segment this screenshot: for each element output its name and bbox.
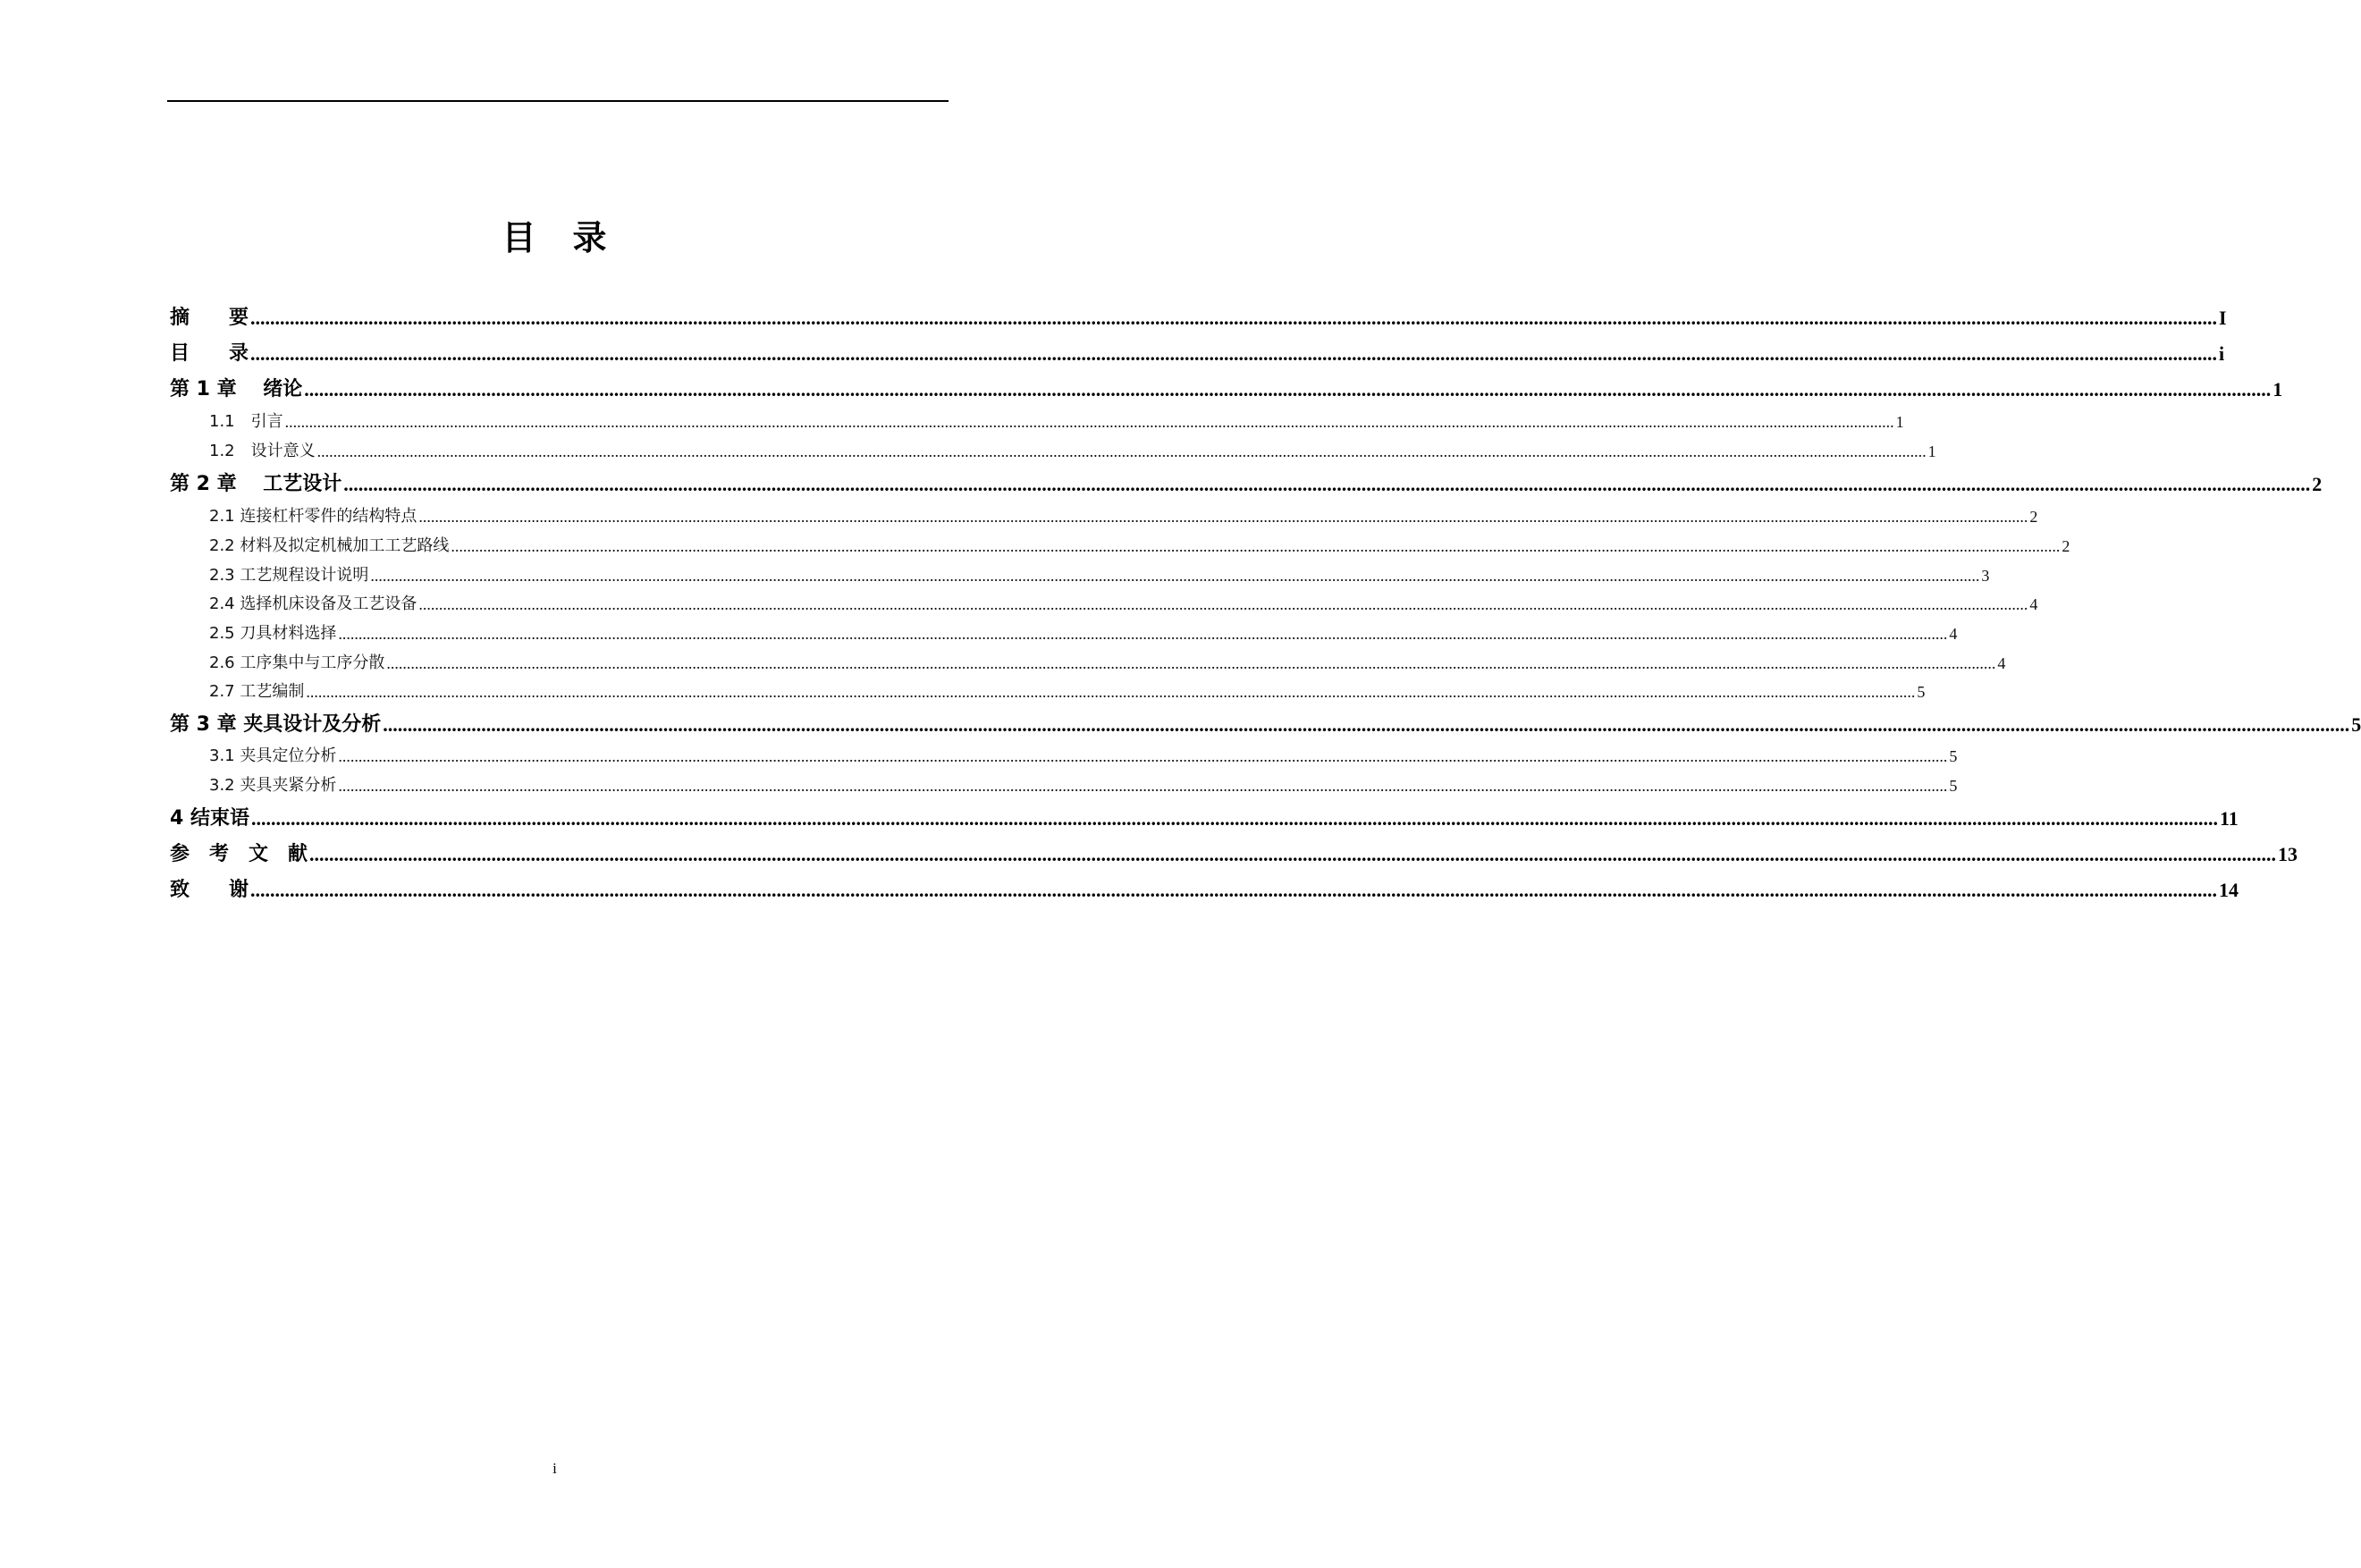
dot-leader: ................................................................................................................................................................................................................................................................................................................................................................................................................ — [250, 342, 2218, 365]
toc-heading-char-1: 目 — [502, 218, 537, 257]
toc-entry-2-2[interactable] — [209, 534, 2070, 559]
toc-entry-chapter-3[interactable] — [170, 711, 2361, 739]
toc-heading-char-2: 录 — [572, 218, 608, 257]
toc-entry-2-7[interactable] — [209, 679, 1926, 704]
toc-entry-page: 5 — [1917, 683, 1926, 701]
toc-entry-1-2[interactable] — [209, 439, 1936, 464]
toc-entry-page: 14 — [2219, 879, 2239, 901]
toc-entry-page: 11 — [2219, 807, 2239, 830]
dot-leader: ................................................................................................................................................................................................................................................................................................................................................................................................................ — [418, 595, 2028, 613]
toc-entry-2-4[interactable] — [209, 592, 2038, 617]
toc-entry-acknowledgements[interactable] — [170, 876, 2239, 905]
toc-entry-label: 2.4 选择机床设备及工艺设备 — [209, 594, 417, 613]
dot-leader: ................................................................................................................................................................................................................................................................................................................................................................................................................ — [250, 307, 2218, 329]
toc-entry-page: 4 — [2029, 595, 2038, 613]
toc-entry-page: 5 — [1949, 747, 1958, 765]
dot-leader: ................................................................................................................................................................................................................................................................................................................................................................................................................ — [338, 625, 1948, 643]
toc-entry-2-6[interactable] — [209, 651, 2006, 676]
dot-leader: ................................................................................................................................................................................................................................................................................................................................................................................................................ — [386, 654, 1996, 672]
toc-entry-label: 2.1 连接杠杆零件的结构特点 — [209, 507, 417, 526]
toc-entry-label: 第 3 章 夹具设计及分析 — [170, 713, 382, 736]
toc-entry-page: 5 — [2351, 713, 2361, 736]
toc-entry-label: 第 2 章 工艺设计 — [170, 473, 342, 495]
toc-entry-page: 4 — [1997, 654, 2006, 672]
toc-entry-3-2[interactable] — [209, 773, 1958, 798]
toc-entry-label: 致 谢 — [170, 879, 249, 901]
toc-entry-chapter-1[interactable] — [170, 375, 2283, 404]
toc-entry-label: 摘 要 — [170, 307, 249, 329]
toc-entry-label: 4 结束语 — [170, 807, 249, 830]
toc-entry-2-3[interactable] — [209, 563, 1990, 588]
toc-entry-label: 3.1 夹具定位分析 — [209, 746, 337, 765]
toc-entry-label: 2.5 刀具材料选择 — [209, 624, 337, 643]
toc-entry-page: 1 — [2272, 378, 2283, 400]
toc-entry-label: 第 1 章 绪论 — [170, 378, 303, 400]
toc-entry-page: 3 — [1981, 567, 1990, 585]
toc-entry-references[interactable] — [170, 840, 2298, 869]
toc-entry-label: 目 录 — [170, 342, 249, 365]
dot-leader: ................................................................................................................................................................................................................................................................................................................................................................................................................ — [338, 747, 1948, 765]
toc-entry-2-1[interactable] — [209, 504, 2038, 529]
dot-leader: ................................................................................................................................................................................................................................................................................................................................................................................................................ — [370, 567, 1980, 585]
header-rule — [167, 100, 949, 102]
toc-entry-page: 1 — [1927, 443, 1936, 460]
toc-entry-page: i — [2219, 342, 2225, 365]
dot-leader: ................................................................................................................................................................................................................................................................................................................................................................................................................ — [284, 413, 1894, 431]
dot-leader: ................................................................................................................................................................................................................................................................................................................................................................................................................ — [304, 378, 2272, 400]
toc-entry-page: 4 — [1949, 625, 1958, 643]
toc-entry-contents[interactable] — [170, 340, 2225, 368]
dot-leader: ................................................................................................................................................................................................................................................................................................................................................................................................................ — [306, 683, 1916, 701]
toc-entry-label: 2.6 工序集中与工序分散 — [209, 653, 385, 672]
toc-entry-page: 2 — [2062, 537, 2070, 555]
dot-leader: ................................................................................................................................................................................................................................................................................................................................................................................................................ — [418, 508, 2028, 526]
toc-entry-conclusion[interactable] — [170, 805, 2239, 833]
toc-entry-label: 2.3 工艺规程设计说明 — [209, 566, 369, 585]
toc-entry-label: 2.2 材料及拟定机械加工工艺路线 — [209, 536, 450, 555]
dot-leader: ................................................................................................................................................................................................................................................................................................................................................................................................................ — [343, 473, 2311, 495]
toc-heading — [0, 213, 1109, 263]
dot-leader: ................................................................................................................................................................................................................................................................................................................................................................................................................ — [451, 537, 2061, 555]
toc-entry-1-1[interactable] — [209, 409, 1904, 434]
dot-leader: ................................................................................................................................................................................................................................................................................................................................................................................................................ — [250, 807, 2218, 830]
toc-entry-page: 1 — [1895, 413, 1904, 431]
toc-entry-label: 参 考 文 献 — [170, 843, 308, 865]
toc-entry-page: 13 — [2278, 843, 2298, 865]
toc-entry-label: 1.1 引言 — [209, 412, 283, 431]
dot-leader: ................................................................................................................................................................................................................................................................................................................................................................................................................ — [309, 843, 2277, 865]
page-number: i — [552, 1460, 557, 1477]
dot-leader: ................................................................................................................................................................................................................................................................................................................................................................................................................ — [383, 713, 2350, 736]
toc-entry-page: 2 — [2312, 473, 2323, 495]
toc-entry-abstract[interactable] — [170, 304, 2227, 333]
toc-entry-label: 1.2 设计意义 — [209, 442, 316, 460]
dot-leader: ................................................................................................................................................................................................................................................................................................................................................................................................................ — [338, 777, 1948, 795]
toc-entry-label: 3.2 夹具夹紧分析 — [209, 776, 337, 795]
dot-leader: ................................................................................................................................................................................................................................................................................................................................................................................................................ — [250, 879, 2218, 901]
toc-entry-chapter-2[interactable] — [170, 470, 2323, 499]
toc-entry-page: I — [2219, 307, 2227, 329]
toc-entry-page: 2 — [2029, 508, 2038, 526]
toc-entry-3-1[interactable] — [209, 744, 1958, 769]
toc-entry-page: 5 — [1949, 777, 1958, 795]
toc-entry-label: 2.7 工艺编制 — [209, 682, 305, 701]
toc-entry-2-5[interactable] — [209, 621, 1958, 646]
dot-leader: ................................................................................................................................................................................................................................................................................................................................................................................................................ — [316, 443, 1927, 460]
